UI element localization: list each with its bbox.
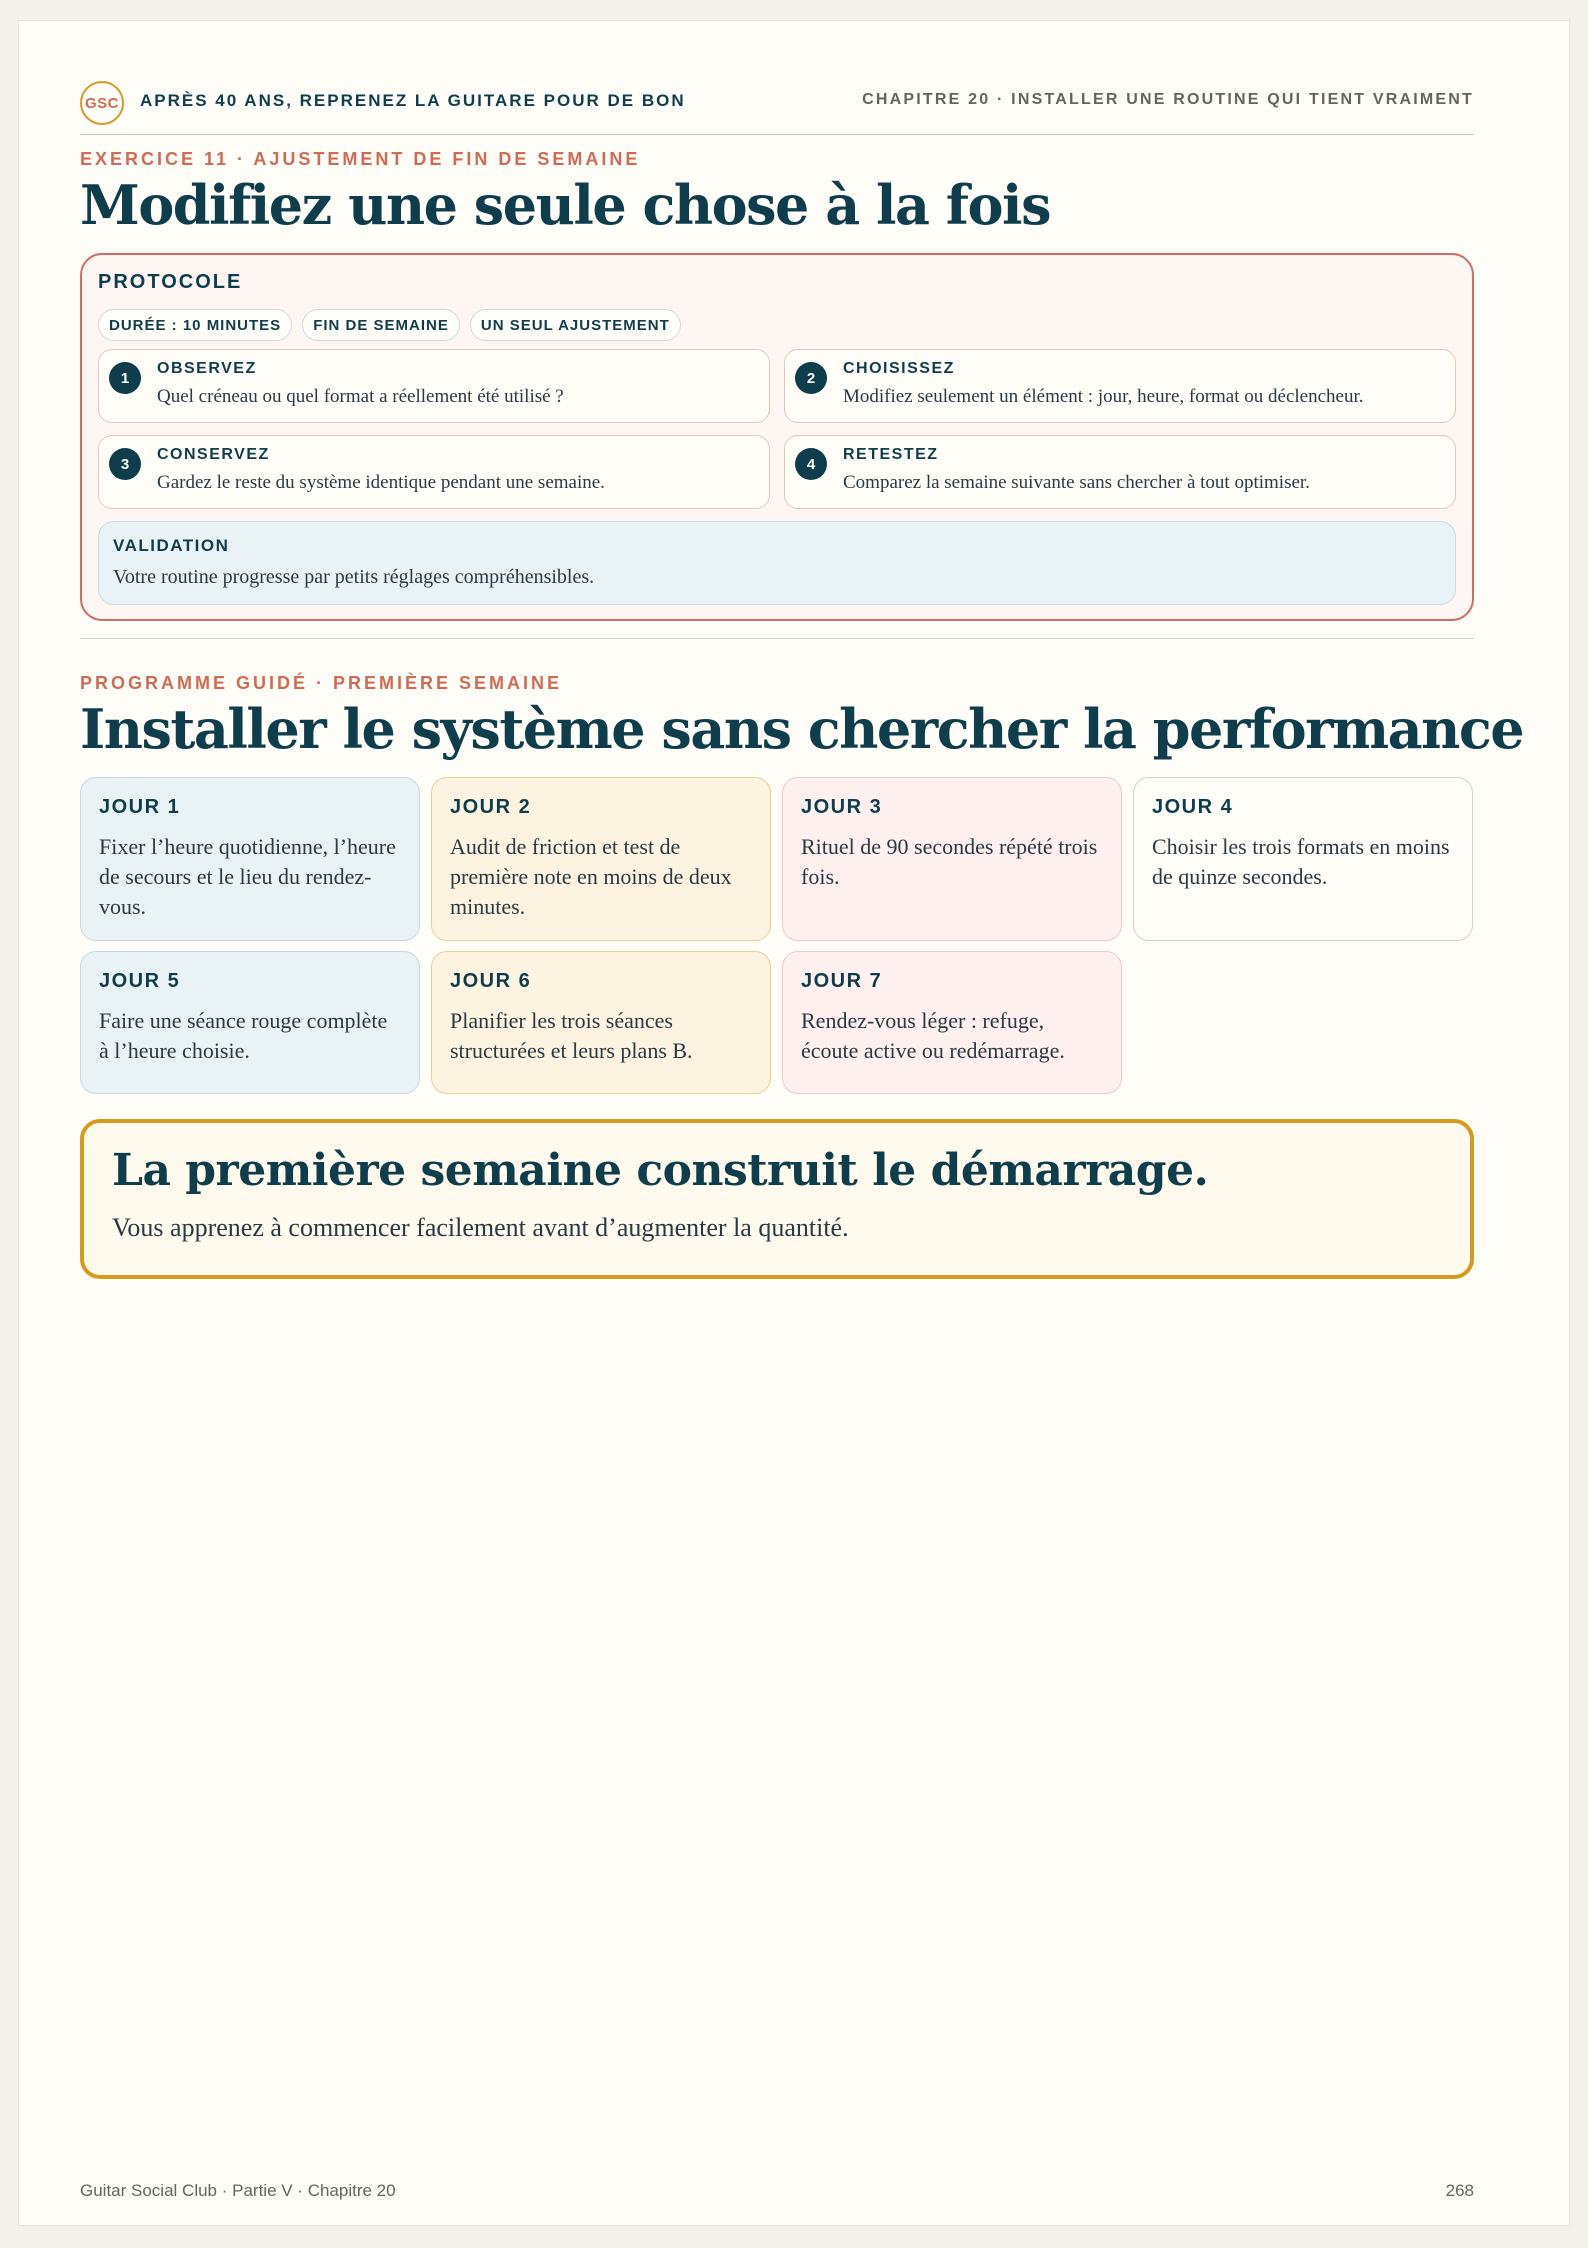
day-title: JOUR 3 [801,796,883,818]
page [18,20,1570,2226]
protocol-title: PROTOCOLE [98,271,243,293]
chapter-title: CHAPITRE 20 · INSTALLER UNE ROUTINE QUI TIENT VRAIMENT [862,91,1474,108]
book-title: APRÈS 40 ANS, REPRENEZ LA GUITARE POUR DE BON [140,91,686,110]
page-header [80,81,1474,135]
day-card-6 [431,951,771,1094]
takeaway-title: La première semaine construit le démarrage. [112,1145,1209,1196]
exercise-title: Modifiez une seule chose à la fois [80,173,1050,237]
day-title: JOUR 7 [801,970,883,992]
step-observe [98,349,770,423]
day-text: Rendez-vous léger : refuge, écoute active ou redémarrage. [801,1008,1065,1063]
program-title: Installer le système sans chercher la performance [80,697,1524,761]
day-card-4 [1133,777,1473,941]
program-kicker: PROGRAMME GUIDÉ · PREMIÈRE SEMAINE [80,673,563,693]
step-number: 4 [795,448,827,480]
day-text: Faire une séance rouge complète à l’heure choisie. [99,1008,388,1063]
tag-duration: DURÉE : 10 MINUTES [98,309,292,341]
gsc-logo: GSC [80,81,124,125]
tag-weekend: FIN DE SEMAINE [302,309,460,341]
day-title: JOUR 4 [1152,796,1234,818]
step-title: CONSERVEZ [157,446,270,463]
day-card-7 [782,951,1122,1094]
step-number: 3 [109,448,141,480]
step-keep [98,435,770,509]
validation-text: Votre routine progresse par petits réglages compréhensibles. [113,566,595,588]
day-card-3 [782,777,1122,941]
validation-box [98,521,1456,605]
day-card-2 [431,777,771,941]
step-text: Modifiez seulement un élément : jour, heure, format ou déclencheur. [843,386,1364,407]
protocol-tags [98,309,681,341]
day-text: Audit de friction et test de première note en moins de deux minutes. [450,834,732,919]
page-number: 268 [1445,2181,1474,2200]
validation-title: VALIDATION [113,536,230,555]
step-retest [784,435,1456,509]
day-title: JOUR 1 [99,796,181,818]
step-title: CHOISISSEZ [843,360,955,377]
day-title: JOUR 2 [450,796,532,818]
day-text: Rituel de 90 secondes répété trois fois. [801,834,1098,889]
day-title: JOUR 5 [99,970,181,992]
step-title: OBSERVEZ [157,360,257,377]
step-text: Gardez le reste du système identique pendant une semaine. [157,472,605,493]
day-title: JOUR 6 [450,970,532,992]
step-text: Comparez la semaine suivante sans chercher à tout optimiser. [843,472,1310,493]
day-text: Planifier les trois séances structurées et leurs plans B. [450,1008,693,1063]
protocol-box [80,253,1474,621]
day-card-1 [80,777,420,941]
step-text: Quel créneau ou quel format a réellement été utilisé ? [157,386,564,407]
tag-single-adjustment: UN SEUL AJUSTEMENT [470,309,681,341]
section-divider [80,638,1474,639]
exercise-kicker: EXERCICE 11 · AJUSTEMENT DE FIN DE SEMAINE [80,149,641,169]
step-choose [784,349,1456,423]
day-text: Choisir les trois formats en moins de quinze secondes. [1152,834,1450,889]
day-card-5 [80,951,420,1094]
day-text: Fixer l’heure quotidienne, l’heure de secours et le lieu du rendez-vous. [99,834,396,919]
step-number: 2 [795,362,827,394]
step-number: 1 [109,362,141,394]
takeaway-box [80,1119,1474,1279]
footer-text: Guitar Social Club · Partie V · Chapitre 20 [80,2181,396,2200]
takeaway-text: Vous apprenez à commencer facilement avant d’augmenter la quantité. [112,1213,849,1242]
step-title: RETESTEZ [843,446,939,463]
